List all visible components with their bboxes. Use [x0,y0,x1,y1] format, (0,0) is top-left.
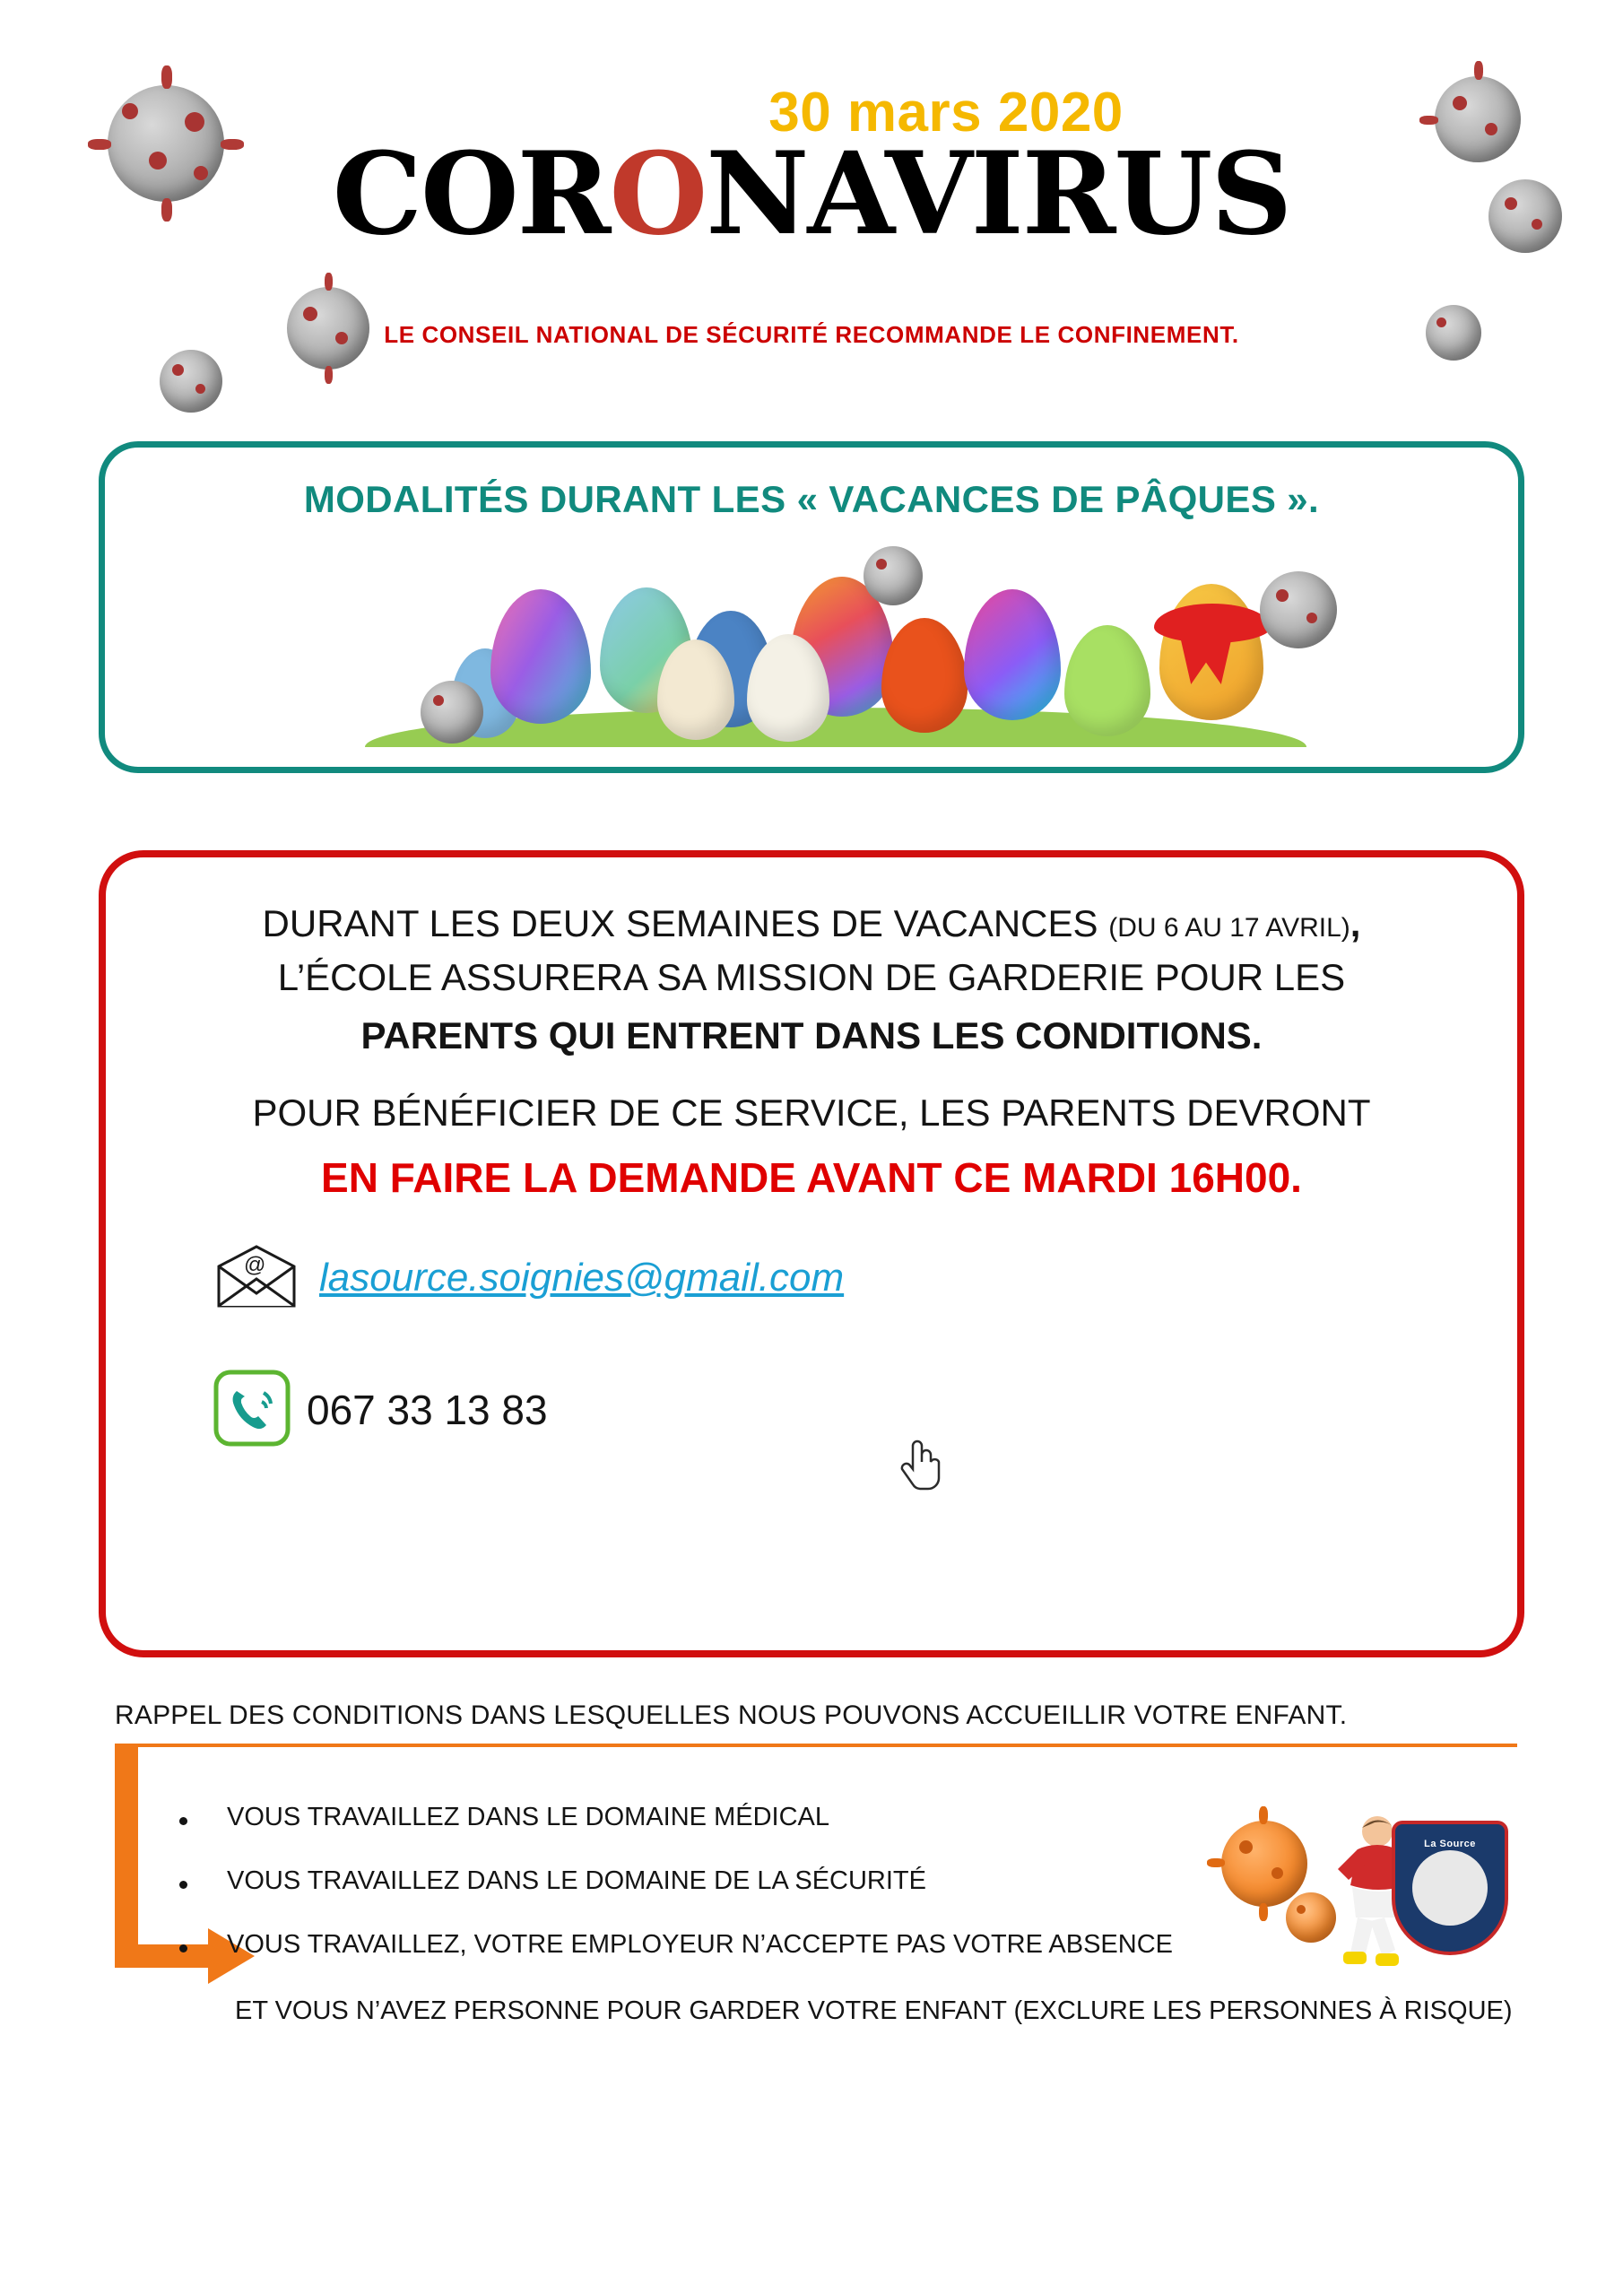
virus-icon [864,546,923,605]
easter-egg [490,589,591,724]
email-link[interactable]: lasource.soignies@gmail.com [319,1256,845,1300]
bullet-icon [179,1944,187,1952]
request-instruction-line: POUR BÉNÉFICIER DE CE SERVICE, LES PARENTS DEVRONT [252,1091,1371,1134]
vacation-period-line [158,897,1465,951]
easter-egg [1064,625,1150,736]
easter-egg [964,589,1061,720]
vacation-period-dates: (DU 6 AU 17 AVRIL) [1108,913,1350,943]
easter-eggs-illustration [105,553,1518,760]
vacation-period-comma: , [1350,902,1361,944]
hand-cursor-icon [897,1435,945,1491]
school-crest-label: La Source [1424,1839,1476,1849]
vacation-period-main: DURANT LES DEUX SEMAINES DE VACANCES [262,902,1098,944]
poster-header [0,0,1623,413]
bullet-icon [179,1881,187,1889]
virus-icon [421,681,483,744]
easter-egg [881,618,968,733]
phone-icon [213,1370,291,1451]
crest-inner-circle [1412,1850,1488,1926]
phone-contact-row[interactable] [213,1370,1465,1451]
school-logo [1221,1794,1517,2000]
bullet-icon [179,1817,187,1825]
title-part-3: NAVIRUS [706,127,1291,260]
virus-icon [160,350,222,413]
virus-icon [1260,571,1337,648]
phone-number: 067 33 13 83 [307,1387,548,1434]
orange-divider [115,1744,1517,1747]
list-item [179,1930,1327,1960]
easter-modalities-title: MODALITÉS DURANT LES « VACANCES DE PÂQUES ». [303,478,1320,520]
conditions-final-line: ET VOUS N’AVEZ PERSONNE POUR GARDER VOTRE ENFANT (EXCLURE LES PERSONNES À RISQUE) [235,1996,1513,2025]
poster-subtitle: LE CONSEIL NATIONAL DE SÉCURITÉ RECOMMANDE LE CONFINEMENT. [384,321,1239,348]
list-item-label: VOUS TRAVAILLEZ, VOTRE EMPLOYEUR N’ACCEPTE PAS VOTRE ABSENCE [227,1930,1174,1959]
title-part-1: COR [332,127,610,260]
title-part-2: O [609,127,707,260]
deadline-line: EN FAIRE LA DEMANDE AVANT CE MARDI 16H00. [321,1153,1302,1201]
virus-icon [1221,1821,1307,1907]
school-crest [1392,1821,1508,1955]
svg-text:@: @ [244,1252,266,1277]
list-item [179,1866,1327,1896]
conditions-list [179,1803,1327,1994]
list-item-label: VOUS TRAVAILLEZ DANS LE DOMAINE DE LA SÉCURITÉ [227,1866,926,1895]
envelope-icon [213,1243,299,1314]
garderie-mission-line: L’ÉCOLE ASSURERA SA MISSION DE GARDERIE POUR LES [277,955,1346,998]
list-item [179,1803,1327,1832]
garderie-info-box [99,850,1524,1657]
list-item-label: VOUS TRAVAILLEZ DANS LE DOMAINE MÉDICAL [227,1803,829,1831]
easter-modalities-box [99,441,1524,773]
conditions-heading: RAPPEL DES CONDITIONS DANS LESQUELLES NOUS POUVONS ACCUEILLIR VOTRE ENFANT. [115,1700,1348,1730]
page-title [0,127,1623,260]
poster-date: 30 mars 2020 [768,82,1124,144]
conditions-emphasis-line: PARENTS QUI ENTRENT DANS LES CONDITIONS. [360,1014,1263,1057]
email-contact-row[interactable] [213,1243,1465,1314]
